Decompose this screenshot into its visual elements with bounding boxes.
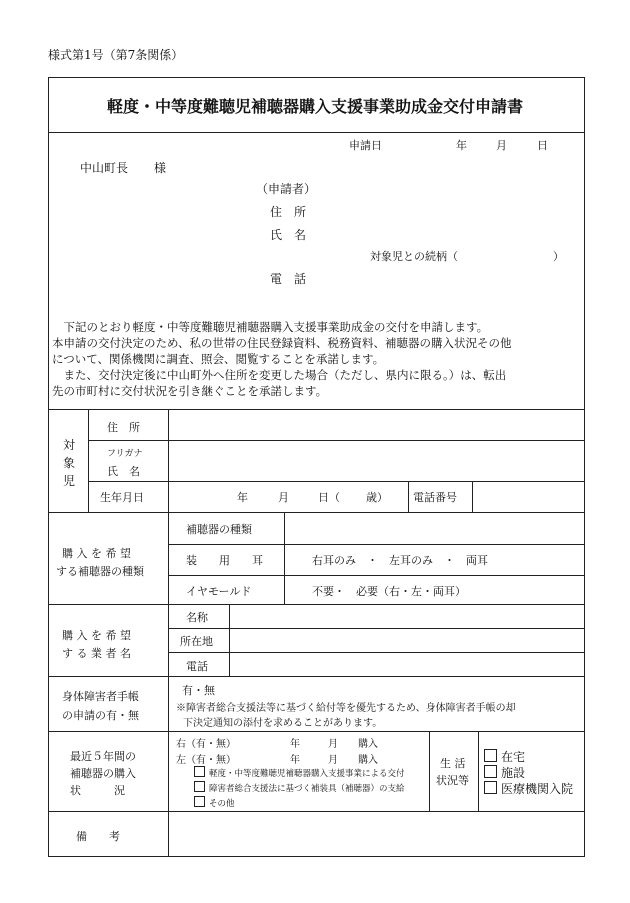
checkbox-icon[interactable] (194, 796, 205, 807)
divider (88, 409, 89, 512)
child-address-label: 住 所 (107, 421, 140, 434)
history-check-2[interactable] (194, 781, 405, 794)
applicant-label: （申請者） (256, 182, 317, 196)
living-option-hospital[interactable] (484, 780, 573, 797)
device-group-label: 購 入 を 希 望 (62, 547, 131, 560)
relation-label: 対象児との続柄（ (370, 250, 458, 263)
divider (168, 604, 169, 676)
age: 歳） (366, 491, 388, 504)
divider (478, 731, 479, 811)
child-phone-label: 電話番号 (413, 491, 457, 504)
history-left-year: 年 (290, 755, 300, 766)
living-option-hospital-label: 医療機関入院 (501, 782, 574, 796)
device-group-label: する補聴器の種類 (56, 565, 144, 578)
birth-day: 日（ (318, 491, 340, 504)
divider (168, 544, 585, 545)
living-option-facility[interactable] (484, 764, 525, 781)
vendor-phone-label: 電話 (186, 660, 208, 673)
living-label: 状況等 (436, 774, 469, 787)
applicant-address-label: 住 所 (270, 205, 307, 219)
divider (472, 481, 473, 512)
consent-text-line: について、関係機関に調査、照会、閲覧することを承諾します。 (52, 352, 385, 366)
divider (168, 676, 169, 857)
history-check-1[interactable] (194, 766, 405, 779)
history-check-2-label: 障害者総合支援法に基づく補装具（補聴器）の支給 (209, 784, 405, 794)
divider (408, 481, 409, 512)
history-right-month: 月 (328, 739, 338, 750)
child-group-label: 象 (63, 456, 76, 470)
living-option-home-label: 在宅 (501, 750, 526, 764)
earmold-label: イヤモールド (186, 585, 252, 598)
disability-value: 有・無 (182, 684, 215, 697)
disability-group-label: の申請の有・無 (62, 709, 139, 722)
divider (168, 652, 585, 653)
remarks-label: 備 考 (76, 830, 120, 843)
divider (429, 731, 430, 811)
consent-text-line: 下記のとおり軽度・中等度難聴児補聴器購入支援事業助成金の交付を申請します。 (52, 320, 489, 334)
birth-year: 年 (237, 491, 248, 504)
divider (88, 481, 585, 482)
living-option-facility-label: 施設 (501, 766, 526, 780)
vendor-group-label: 購 入 を 希 望 (62, 629, 131, 642)
birth-month: 月 (278, 491, 289, 504)
divider (48, 811, 585, 812)
checkbox-icon[interactable] (484, 749, 497, 762)
checkbox-icon[interactable] (194, 766, 205, 777)
living-option-home[interactable] (484, 748, 525, 765)
date-year: 年 (456, 139, 467, 152)
history-check-3[interactable] (194, 796, 235, 809)
consent-text-line: 本申請の交付決定のため、私の世帯の住民登録資料、税務資料、補聴器の購入状況その他 (52, 336, 512, 350)
divider (48, 409, 585, 410)
divider (48, 132, 585, 133)
history-group-label: 最近５年間の (70, 750, 136, 763)
vendor-group-label: す る 業 者 名 (62, 647, 131, 660)
checkbox-icon[interactable] (194, 781, 205, 792)
disability-group-label: 身体障害者手帳 (62, 690, 139, 703)
checkbox-icon[interactable] (484, 765, 497, 778)
date-day: 日 (537, 139, 548, 152)
device-type-label: 補聴器の種類 (186, 523, 252, 536)
history-right-purchase: 購入 (358, 739, 378, 750)
applicant-phone-label: 電 話 (270, 272, 307, 286)
form-title: 軽度・中等度難聴児補聴器購入支援事業助成金交付申請書 (106, 97, 523, 116)
date-label: 申請日 (349, 139, 382, 152)
ear-options: 右耳のみ ・ 左耳のみ ・ 両耳 (312, 554, 488, 567)
divider (48, 731, 585, 732)
history-left: 左（有・無） (176, 755, 236, 766)
vendor-name-label: 名称 (186, 611, 208, 624)
consent-text-line: 先の市町村に交付状況を引き継ぐことを承諾します。 (52, 384, 328, 398)
history-left-purchase: 購入 (358, 755, 378, 766)
child-furigana-label: フリガナ (107, 449, 143, 459)
honorific: 様 (154, 161, 167, 175)
addressee: 中山町長 (80, 161, 129, 175)
applicant-name-label: 氏 名 (270, 228, 307, 242)
child-group-label: 児 (63, 474, 76, 488)
earmold-options: 不要・ 必要（右・左・両耳） (312, 585, 466, 598)
divider (48, 512, 585, 513)
divider (229, 604, 230, 676)
checkbox-icon[interactable] (484, 781, 497, 794)
divider (168, 575, 585, 576)
disability-note: ※障害者総合支援法等に基づく給付等を優先するため、身体障害者手帳の却 (176, 703, 516, 714)
date-month: 月 (496, 139, 507, 152)
divider (48, 676, 585, 677)
divider (48, 604, 585, 605)
divider (168, 409, 169, 512)
form-number: 様式第1号（第7条関係） (48, 48, 184, 62)
history-group-label: 状 況 (70, 784, 125, 797)
divider (168, 512, 169, 604)
living-label: 生 活 (440, 757, 466, 770)
divider (88, 440, 585, 441)
consent-text-line: また、交付決定後に中山町外へ住所を変更した場合（ただし、県内に限る。）は、転出 (52, 368, 507, 382)
child-group-label: 対 (63, 438, 76, 452)
history-check-3-label: その他 (209, 799, 235, 809)
history-right: 右（有・無） (176, 739, 236, 750)
divider (284, 512, 285, 604)
child-birthdate-label: 生年月日 (100, 491, 144, 504)
vendor-location-label: 所在地 (180, 635, 213, 648)
history-right-year: 年 (290, 739, 300, 750)
history-left-month: 月 (328, 755, 338, 766)
divider (168, 628, 585, 629)
ear-label: 装 用 耳 (186, 554, 263, 567)
history-group-label: 補聴器の購入 (70, 767, 136, 780)
relation-close: ） (553, 250, 564, 263)
history-check-1-label: 軽度・中等度難聴児補聴器購入支援事業による交付 (209, 769, 405, 779)
child-name-label: 氏 名 (107, 465, 140, 478)
disability-note: 下決定通知の添付を求めることがあります。 (183, 718, 383, 729)
